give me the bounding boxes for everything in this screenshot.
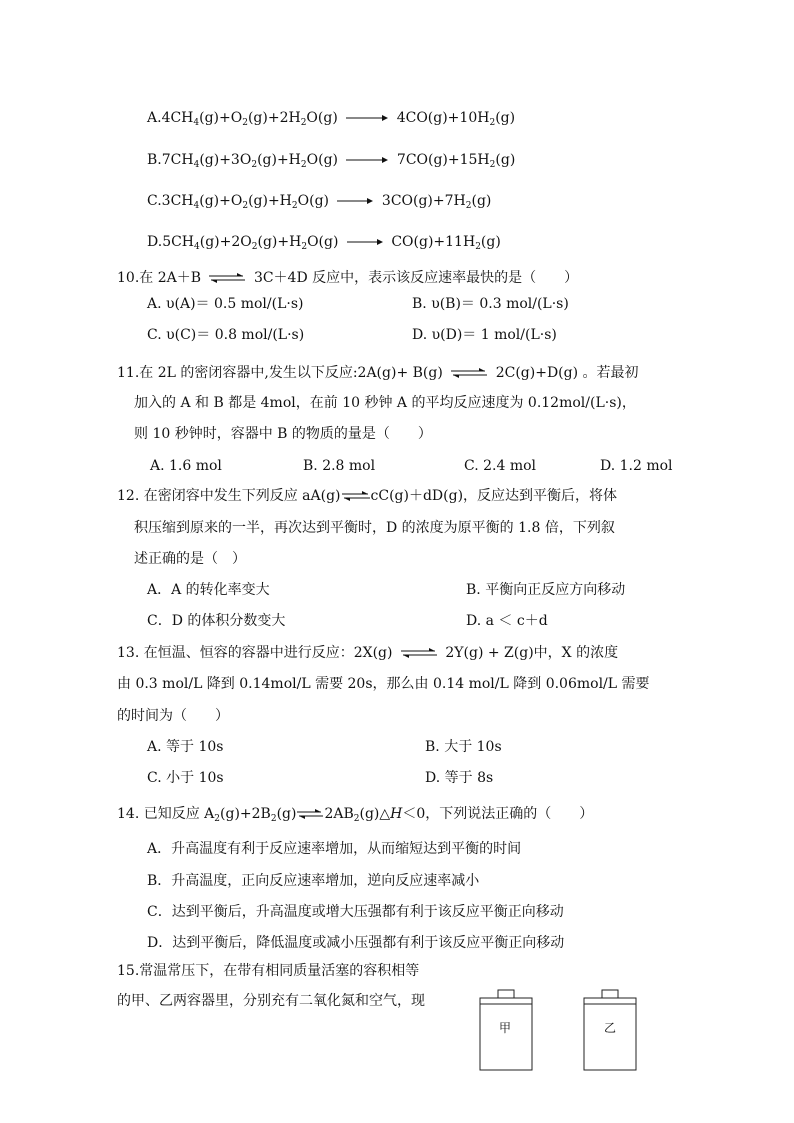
q9-option-c: $C.3CH_4(g)+O_2(g)+H_2O(g)$ $3CO(g)+7H_2(g)$ bbox=[147, 193, 492, 211]
q12-option-d: D. a ＜ c＋d bbox=[466, 613, 548, 629]
q10-stem: 10.在 2A＋B 3C＋4D 反应中，表示该反应速率最快的是（ ） bbox=[117, 270, 579, 286]
q14-option-c: C．达到平衡后，升高温度或增大压强都有利于该反应平衡正向移动 bbox=[147, 904, 564, 920]
container-jia-label: 甲 bbox=[499, 1021, 512, 1035]
reaction-arrow-icon bbox=[337, 197, 373, 205]
q12-stem-line3: 述正确的是（ ） bbox=[134, 551, 246, 567]
q15-stem-line1: 15.常温常压下，在带有相同质量活塞的容积相等 bbox=[117, 963, 420, 979]
q14-option-d: D．达到平衡后，降低温度或减小压强都有利于该反应平衡正向移动 bbox=[147, 935, 565, 951]
q13-option-a: A. 等于 10s bbox=[147, 739, 224, 755]
q11-stem-line3: 则 10 秒钟时，容器中 B 的物质的量是（ ） bbox=[134, 426, 432, 442]
equilibrium-arrow-icon bbox=[451, 368, 487, 378]
equilibrium-arrow-icon bbox=[297, 809, 323, 819]
q14-option-a: A．升高温度有利于反应速率增加，从而缩短达到平衡的时间 bbox=[147, 841, 522, 857]
q11-stem-line2: 加入的 A 和 B 都是 4mol，在前 10 秒钟 A 的平均反应速度为 0.12mol/(L·s)， bbox=[134, 395, 636, 411]
q12-stem-line1: 12. 在密闭容中发生下列反应 aA(g) cC(g)＋dD(g)，反应达到平衡后，将体 bbox=[117, 488, 618, 504]
q13-stem-line1: 13. 在恒温、恒容的容器中进行反应：2X(g) 2Y(g) + Z(g)中，X 的浓度 bbox=[117, 645, 619, 661]
reaction-arrow-icon bbox=[346, 114, 388, 122]
q11-option-d: D. 1.2 mol bbox=[600, 458, 673, 474]
q13-option-c: C. 小于 10s bbox=[147, 770, 224, 786]
q14-option-b: B．升高温度，正向反应速率增加，逆向反应速率减小 bbox=[147, 873, 480, 889]
reaction-arrow-icon bbox=[347, 238, 383, 246]
q13-option-d: D. 等于 8s bbox=[425, 770, 494, 786]
q11-stem-line1: 11.在 2L 的密闭容器中,发生以下反应:2A(g)+ B(g) 2C(g)+D(g) 。若最初 bbox=[117, 365, 639, 381]
q13-stem-line2: 由 0.3 mol/L 降到 0.14mol/L 需要 20s，那么由 0.14 mol/L 降到 0.06mol/L 需要 bbox=[117, 676, 650, 692]
q10-option-c: C. υ(C)＝ 0.8 mol/(L·s) bbox=[147, 327, 305, 343]
q12-option-c: C．D 的体积分数变大 bbox=[147, 613, 286, 629]
q9-option-b: $B.7CH_4(g)+3O_2(g)+H_2O(g)$ $7CO(g)+15H_2(g)$ bbox=[147, 152, 516, 170]
q11-option-a: A. 1.6 mol bbox=[150, 458, 222, 474]
q10-option-a: A. υ(A)＝ 0.5 mol/(L·s) bbox=[147, 296, 304, 312]
q13-option-b: B. 大于 10s bbox=[425, 739, 502, 755]
q12-stem-line2: 积压缩到原来的一半，再次达到平衡时，D 的浓度为原平衡的 1.8 倍，下列叙 bbox=[134, 520, 615, 536]
q9-option-a: $A.4CH_4(g)+O_2(g)+2H_2O(g)$ $4CO(g)+10H_2(g)$ bbox=[147, 110, 516, 128]
reaction-arrow-icon bbox=[346, 156, 388, 164]
equilibrium-arrow-icon bbox=[209, 273, 245, 283]
q11-option-c: C. 2.4 mol bbox=[464, 458, 537, 474]
q10-option-b: B. υ(B)＝ 0.3 mol/(L·s) bbox=[412, 296, 569, 312]
equilibrium-arrow-icon bbox=[342, 491, 370, 501]
q15-stem-line2: 的甲、乙两容器里，分别充有二氧化氮和空气，现 bbox=[117, 993, 425, 1009]
q9-option-d: $D.5CH_4(g)+2O_2(g)+H_2O(g)$ $CO(g)+11H_2(g)$ bbox=[147, 234, 501, 252]
equilibrium-arrow-icon bbox=[401, 648, 437, 658]
q14-stem: 14. 已知反应 $A_2(g)+2B_2(g)$ $2AB_2(g)\triangle H<0$，下列说法正确的（ ） bbox=[117, 806, 594, 824]
container-yi-label: 乙 bbox=[604, 1021, 617, 1035]
q12-option-a: A．A 的转化率变大 bbox=[147, 582, 270, 598]
q13-stem-line3: 的时间为（ ） bbox=[117, 708, 229, 724]
q12-option-b: B. 平衡向正反应方向移动 bbox=[466, 582, 626, 598]
q10-option-d: D. υ(D)＝ 1 mol/(L·s) bbox=[412, 327, 557, 343]
q11-option-b: B. 2.8 mol bbox=[303, 458, 376, 474]
